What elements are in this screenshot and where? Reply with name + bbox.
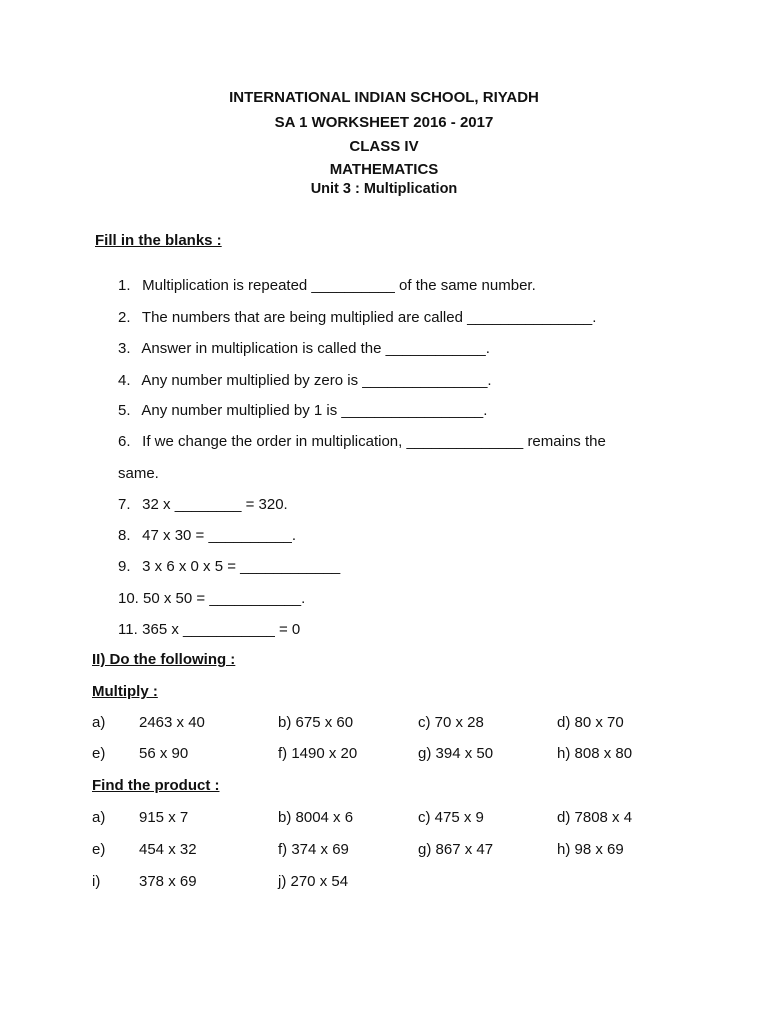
question-text: 50 x 50 = ___________. [143, 590, 306, 607]
problem-label: e) [92, 841, 106, 858]
problem-label: a) [92, 714, 106, 731]
problem-item: c) 475 x 9 [418, 809, 484, 826]
question-line [118, 558, 340, 575]
question-line [118, 433, 606, 450]
problem-expression: 2463 x 40 [139, 714, 205, 731]
problem-item: d) 7808 x 4 [557, 809, 633, 826]
question-line [118, 527, 296, 544]
problem-item: h) 808 x 80 [557, 745, 633, 762]
problem-item: g) 394 x 50 [418, 745, 494, 762]
question-line [118, 590, 305, 607]
question-text: same. [118, 465, 159, 482]
question-number: 7. [118, 496, 131, 513]
problem-label: e) [92, 745, 106, 762]
subject-label: MATHEMATICS [329, 161, 439, 178]
question-line [118, 277, 536, 294]
question-text: 32 x ________ = 320. [142, 496, 288, 513]
question-line [118, 340, 490, 357]
question-text: Answer in multiplication is called the ____________. [141, 340, 490, 357]
problem-label: i) [92, 873, 101, 890]
question-number: 2. [118, 309, 131, 326]
question-line [118, 309, 596, 326]
problem-label: a) [92, 809, 106, 826]
question-number: 9. [118, 558, 131, 575]
problem-row [92, 873, 692, 895]
question-number: 6. [118, 433, 131, 450]
problem-item: f) 1490 x 20 [278, 745, 358, 762]
problem-row [92, 714, 692, 736]
problem-item: c) 70 x 28 [418, 714, 484, 731]
question-line [118, 496, 288, 513]
unit-label: Unit 3 : Multiplication [310, 181, 458, 197]
problem-row [92, 809, 692, 831]
question-line [118, 465, 159, 482]
question-text: The numbers that are being multiplied are called _______________. [141, 309, 597, 326]
problem-item: h) 98 x 69 [557, 841, 624, 858]
problem-row [92, 745, 692, 767]
worksheet-title: SA 1 WORKSHEET 2016 - 2017 [274, 114, 494, 131]
section-do-following-title: II) Do the following : [92, 651, 236, 668]
question-text: Any number multiplied by zero is _______________. [141, 372, 492, 389]
question-text: 3 x 6 x 0 x 5 = ____________ [142, 558, 341, 575]
problem-expression: 915 x 7 [139, 809, 189, 826]
question-line [118, 402, 487, 419]
question-line [118, 372, 492, 389]
question-number: 5. [118, 402, 131, 419]
multiply-title: Multiply : [92, 683, 158, 700]
class-label: CLASS IV [349, 138, 419, 155]
question-number: 1. [118, 277, 131, 294]
question-text: Multiplication is repeated __________ of the same number. [142, 277, 536, 294]
problem-row [92, 841, 692, 863]
question-text: If we change the order in multiplication, ______________ remains the [142, 433, 606, 450]
section-fill-blanks-title: Fill in the blanks : [95, 232, 222, 249]
school-name: INTERNATIONAL INDIAN SCHOOL, RIYADH [229, 89, 539, 106]
problem-item: b) 8004 x 6 [278, 809, 354, 826]
problem-item: j) 270 x 54 [278, 873, 349, 890]
problem-expression: 454 x 32 [139, 841, 197, 858]
problem-item: b) 675 x 60 [278, 714, 354, 731]
question-number: 4. [118, 372, 131, 389]
question-line [118, 621, 300, 638]
problem-expression: 378 x 69 [139, 873, 197, 890]
question-text: 365 x ___________ = 0 [142, 621, 301, 638]
problem-item: f) 374 x 69 [278, 841, 349, 858]
question-number: 3. [118, 340, 131, 357]
question-number: 8. [118, 527, 131, 544]
problem-item: d) 80 x 70 [557, 714, 624, 731]
find-product-title: Find the product : [92, 777, 220, 794]
question-number: 10. [118, 590, 139, 607]
question-number: 11. [118, 621, 138, 638]
question-text: Any number multiplied by 1 is _________________. [141, 402, 488, 419]
problem-expression: 56 x 90 [139, 745, 189, 762]
question-text: 47 x 30 = __________. [142, 527, 297, 544]
problem-item: g) 867 x 47 [418, 841, 494, 858]
